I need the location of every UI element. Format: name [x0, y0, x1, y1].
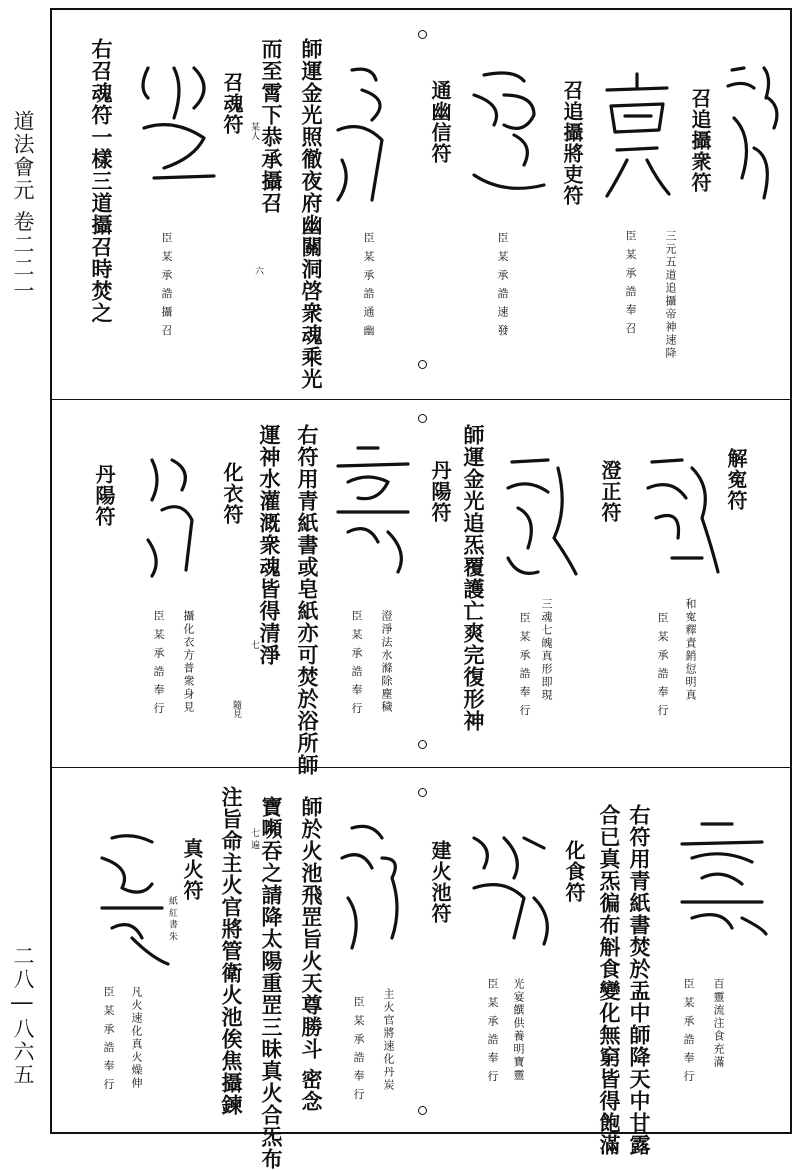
talisman-signature: 臣 某 承 誥 攝 召 [160, 232, 173, 338]
prose-column: 合已真炁徧布斛食變化無窮皆得飽滿 [597, 804, 622, 1156]
talisman-signature: 臣 某 承 誥 奉 行 [350, 610, 363, 716]
talisman-title: 解寃符 [724, 448, 748, 511]
talisman-inscription: 和寃釋責銷愆明真 [684, 598, 697, 702]
talisman-glyph [92, 828, 172, 968]
talisman-title: 化食符 [562, 840, 586, 903]
talisman-inscription: 澄淨法水滌除塵穢 [380, 610, 393, 714]
talisman-inscription: 三元五道追攝帝神速降 [664, 230, 677, 360]
talisman-signature: 臣 某 承 誥 奉 行 [486, 978, 499, 1084]
prose-column: 師運金光追炁覆護亡爽完復形神 [461, 424, 486, 732]
register-row-3 [52, 768, 790, 1170]
talisman-title: 建火池符 [428, 840, 452, 924]
talisman-signature: 臣 某 承 誥 奉 行 [682, 978, 695, 1084]
volume-header: 道法會元 卷二二一 [11, 110, 35, 303]
talisman-title: 召追攝將吏符 [560, 80, 584, 206]
talisman-title: 丹陽符 [92, 464, 116, 527]
prose-small-note: 七 遍 [249, 828, 259, 849]
talisman-glyph [642, 448, 722, 578]
talisman-inscription: 光宴饌供養明寶靈 [512, 978, 525, 1082]
prose-small-note: 隨見 [231, 700, 241, 718]
talisman-signature: 臣 某 承 誥 奉 行 [656, 612, 669, 718]
talisman-glyph [142, 450, 202, 580]
prose-column: 寶嚬吞之請降太陽重罡三昧真火合炁布 [259, 796, 284, 1170]
talisman-signature: 臣 某 承 誥 奉 召 [624, 230, 637, 336]
prose-column: 注旨命主火官將管衛火池俟焦攝鍊 [219, 786, 244, 1116]
talisman-glyph [597, 70, 677, 200]
talisman-glyph [332, 818, 412, 958]
talisman-title: 召追攝衆符 [688, 88, 712, 193]
folio-mark: 七 [249, 640, 259, 649]
talisman-signature: 臣 某 承 誥 通 幽 [362, 232, 375, 338]
talisman-glyph [672, 818, 772, 938]
talisman-glyph [134, 58, 224, 188]
prose-column: 右符用青紙書或皂紙亦可焚於浴所師 [295, 424, 320, 776]
talisman-glyph [332, 60, 402, 210]
register-circle [418, 360, 427, 369]
register-row-2 [52, 400, 790, 776]
register-circle [418, 788, 427, 797]
register-circle [418, 740, 427, 749]
prose-column: 右召魂符一樣三道攝召時焚之 [89, 38, 114, 324]
talisman-title: 真火符 [180, 838, 204, 901]
prose-column: 師於火池飛罡旨火天尊勝斗 密念 [299, 796, 324, 1113]
talisman-title: 化衣符 [220, 462, 244, 525]
page-folio: 二八 | 八六五 [11, 945, 35, 1087]
prose-column: 而至霄下恭承攝召 [259, 38, 284, 214]
talisman-inscription: 主火官將速化丹炭 [382, 988, 395, 1092]
talisman-signature: 臣 某 承 誥 速 發 [496, 232, 509, 338]
talisman-glyph [328, 442, 418, 582]
folio-mark: 六 [253, 266, 263, 275]
talisman-inscription: 百靈流注食充滿 [712, 978, 725, 1069]
prose-column: 運神水灌溉衆魂皆得清淨 [257, 424, 282, 666]
register-row-1 [52, 10, 790, 400]
talisman-signature: 臣 某 承 誥 奉 行 [518, 612, 531, 718]
talisman-signature: 臣 某 承 誥 奉 行 [152, 610, 165, 716]
talisman-title: 召魂符 [220, 72, 244, 135]
talisman-signature: 臣 某 承 誥 奉 行 [102, 986, 115, 1092]
talisman-inscription: 攝化衣方普衆身見 [182, 610, 195, 714]
talisman-inscription: 凡火速化真火燥伸 [130, 986, 143, 1090]
talisman-glyph [498, 448, 578, 578]
talisman-glyph [464, 65, 554, 205]
talisman-signature: 臣 某 承 誥 奉 行 [352, 996, 365, 1102]
talisman-title: 丹陽符 [428, 460, 452, 523]
talisman-inscription: 三魂七魄真形即現 [540, 598, 553, 702]
prose-column: 右符用青紙書焚於盂中師降天中甘露 [627, 804, 652, 1156]
prose-small-note: 某人 [249, 122, 259, 140]
page-frame [50, 8, 792, 1170]
prose-column: 師運金光照徹夜府幽關洞啓衆魂乘光 [299, 38, 324, 390]
register-circle [418, 414, 427, 423]
prose-small-note: 紙 紅 書 朱 [167, 896, 177, 941]
register-circle [418, 30, 427, 39]
talisman-glyph [724, 58, 784, 208]
talisman-title: 澄正符 [598, 460, 622, 523]
register-circle [418, 1106, 427, 1115]
talisman-glyph [464, 828, 554, 948]
talisman-title: 通幽信符 [428, 80, 452, 164]
